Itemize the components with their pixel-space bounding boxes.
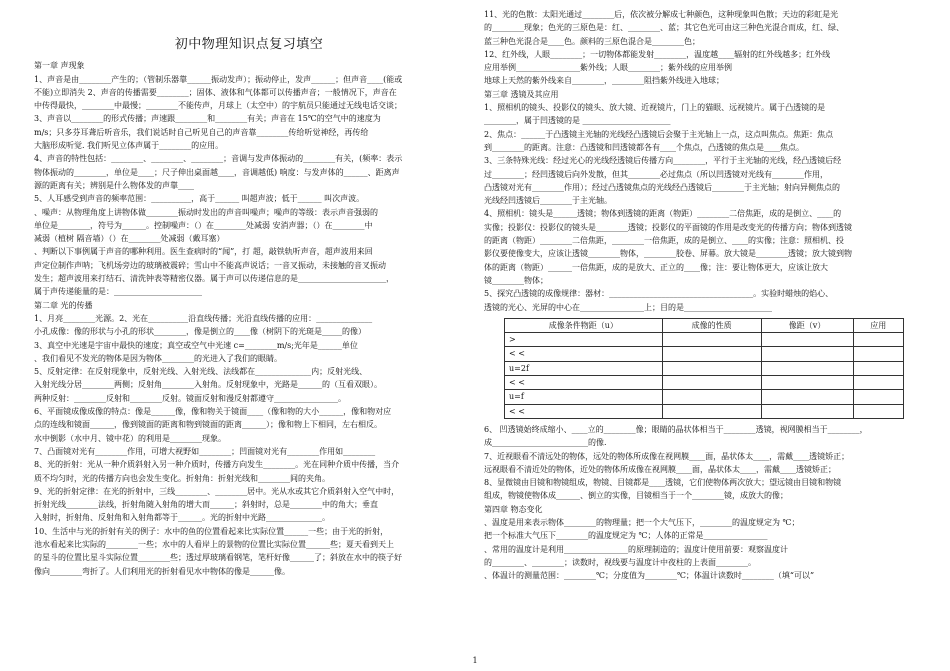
text-line: 3、真空中光速是宇宙中最快的速度；真空或空气中光速 c=________m/s;光年是______单位: [34, 340, 358, 350]
right-column: [484, 8, 918, 582]
table-cell: [662, 376, 761, 390]
text-line: 7、近视眼看不清远处的物体，远处的物体所成像在视网膜____面，晶状体太____，需戴____透镜矫正；: [484, 451, 850, 461]
text-line: 应用举例________________紫外线；人眼________；紫外线的应用举例: [484, 63, 732, 73]
text-line: 不能)立即消失 2、声音的传播需要________；固体、液体和气体都可以传播声音；一般情况下，声音在: [34, 87, 397, 97]
text-line: 凸透镜对光有________作用）；经过凸透镜焦点的光线经凸透镜后________于主光轴；射向异侧焦点的: [484, 182, 840, 192]
text-line: 地球上天然的紫外线来自________，________阻挡紫外线进入地球；: [484, 76, 724, 86]
text-line: 2、焦点：______于凸透镜主光轴的光线经凸透镜后会聚于主光轴上一点，这点叫焦点。焦距：焦点: [484, 129, 834, 139]
table-header-row: [505, 318, 904, 332]
text-line: 物体振动的________，单位是____；尺子伸出桌面越____，音调越低) 响度：与发声体的______、距离声: [34, 167, 400, 177]
text-line: 3、三条特殊光线：经过光心的光线经透镜后传播方向________，平行于主光轴的光线，经凸透镜后经: [484, 156, 842, 166]
text-line: 1、声音是由________产生的；（管制乐器靠______振动发声）；振动停止，发声______；但声音____(能或: [34, 74, 403, 84]
text-line: 体的距离（物距）______一倍焦距，成的是放大、正立的____像；注：要让物体更大，应该让放大: [484, 262, 828, 272]
text-line: 到________的距离。注意：凸透镜和凹透镜都各有____个焦点，凸透镜的焦点是____焦点。: [484, 142, 804, 152]
text-line: 、常用的温度计是利用________________的原理制造的；温度计使用前要：观察温度计: [484, 544, 788, 554]
page-title: 初中物理知识点复习填空: [174, 37, 324, 52]
text-line: 、判断以下事例属于声音的哪种利用。医生查病时的“闻”，打 超，敲铁轨听声音，超声波用来回: [34, 247, 373, 257]
table-cell: [853, 333, 903, 347]
text-line: 小孔成像：像的形状与小孔的形状________，像是倒立的____像（树阴下的光斑是_____的像）: [34, 327, 366, 337]
text-line: 、我们看见不发光的物体是因为物体________的光进入了我们的眼睛。: [34, 353, 282, 363]
table-row: [505, 347, 904, 361]
text-line: 声定位制作声呐；飞机场旁边的玻璃被震碎；雪山中不能高声说话；一音叉振动，未接触的音叉振动: [34, 260, 386, 270]
table-cell: [761, 347, 853, 361]
text-line: 透镜的光心、光屏的中心在________________上；目的是______________________: [484, 302, 772, 312]
text-line: 、温度是用来表示物体________的物理量；把一个大气压下，________的温度规定为 ℃；: [484, 517, 800, 527]
table-header-cell: 应用: [853, 318, 903, 332]
text-line: 折射光线________法线，折射角随入射角的增大而______；斜射时，总是________中的角大；垂直: [34, 500, 378, 510]
table-row: [505, 404, 904, 418]
text-line: 过________；经凹透镜后向外发散，但其________必过焦点（所以凹透镜对光线有________作用，: [484, 169, 828, 179]
table-cell: u=2f: [505, 361, 663, 375]
text-line: 9、光的折射定律：在光的折射中，三线________、________居中。光从水或其它介质斜射入空气中时，: [34, 486, 400, 496]
table-cell: [761, 404, 853, 418]
text-line: 组成，物镜使物体成______、倒立的实像，目镜相当于一个________镜，成放大的像；: [484, 491, 788, 501]
table-cell: [662, 347, 761, 361]
text-line: 把一个标准大气压下________的温度规定为 ℃；人体的正常是________________: [484, 531, 768, 541]
text-line: 6、平面镜成像成像的特点：像是______像，像和物关于镜面____（像和物的大小______，像和物对应: [34, 407, 392, 417]
text-line: 第二章 光的传播: [34, 300, 93, 310]
text-line: 属于声传递能量的是：______________________: [34, 287, 202, 297]
table-cell: [662, 404, 761, 418]
text-line: 的________现象；色光的三原色是：红、________、蓝；其它色光可由这三种色光混合而成，红、绿、: [484, 23, 844, 33]
text-line: 第三章 透镜及其应用: [484, 89, 559, 99]
table-cell: [853, 376, 903, 390]
text-line: 成________________________的像.: [484, 438, 607, 448]
text-line: 实像；投影仪：投影仪的镜头是________透镜；投影仪的平面镜的作用是改变光的传播方向；物体到透镜: [484, 222, 852, 232]
table-cell: < <: [505, 404, 663, 418]
table-cell: [853, 361, 903, 375]
table-cell: [853, 347, 903, 361]
table-row: [505, 361, 904, 375]
text-line: 像向________弯折了。人们利用光的折射看见水中物体的像是______像。: [34, 566, 290, 576]
text-line: 入射时，折射角、反射角和入射角都等于______。光的折射中光路______________。: [34, 513, 330, 523]
text-line: 蓝三种色光混合是____色。颜料的三原色混合是________色；: [484, 36, 700, 46]
text-line: 6、 凹透镜始终成缩小、____立的________像；眼睛的晶状体相当于________透镜，视网膜相当于________，: [484, 424, 868, 434]
table-header-cell: 成像的性质: [662, 318, 761, 332]
text-line: 水中倒影（水中月、镜中花）的利用是________现象。: [34, 433, 226, 443]
text-line: 大脑形成听觉. 我们听见立体声属于________的应用。: [34, 141, 224, 151]
text-line: 、噪声：从物理角度上讲物体做________振动时发出的声音叫噪声；噪声的等级：表示声音强弱的: [34, 207, 378, 217]
table-cell: [662, 390, 761, 404]
text-line: 4、声音的特性包括：________、________、________；音调与发声体振动的________有关，(频率：表示: [34, 154, 403, 164]
text-line: 发生；超声波用来打结石、清洗钟表等精密仪器。属于声可以传递信息的是______________________，: [34, 274, 394, 284]
text-line: 减弱（植树 隔音墙）（）在________处减弱（戴耳塞）: [34, 234, 225, 244]
text-line: 影仪要使像变大，应该让透镜________物体，________胶卷、屏幕。放大镜是________透镜；放大镜到物: [484, 249, 852, 259]
table-cell: [662, 333, 761, 347]
table-cell: < <: [505, 376, 663, 390]
text-line: 1、照相机的镜头、投影仪的镜头、放大镜、近视镜片，门上的猫眼、远视镜片。属于凸透镜的是: [484, 103, 826, 113]
text-line: 1、月亮________光源。2、光在__________沿直线传播；光沿直线传播的应用：______________: [34, 313, 373, 323]
text-line: 的星斗的位置比星斗实际位置________些；透过厚玻璃看钢笔，笔杆好像______了；斜放在水中的筷子好: [34, 553, 402, 563]
text-line: 7、凸面镜对光有________作用，可增大视野如________；凹面镜对光有________作用如________: [34, 446, 376, 456]
table-cell: [761, 376, 853, 390]
table-row: [505, 390, 904, 404]
text-line: 中传得最快，________中最慢；________不能传声，月球上（太空中）的宇航员只能通过无线电话交谈；: [34, 101, 402, 111]
lens-experiment-table: [504, 318, 904, 419]
text-line: 10、生活中与光的折射有关的例子：水中的鱼的位置看起来比实际位置______一些；由于光的折射，: [34, 526, 389, 536]
table-body: [505, 333, 904, 419]
text-line: 5、探究凸透镜的成像规律：器材：____________________________________。实验时蜡烛的焰心、: [484, 289, 834, 299]
table-row: [505, 333, 904, 347]
left-lines: [34, 59, 464, 578]
text-line: 两种反射：________反射和________反射。镜面反射和漫反射都遵守________________。: [34, 393, 346, 403]
text-line: 第四章 物态变化: [484, 504, 543, 514]
page-number: 1: [472, 656, 478, 665]
text-line: 5、反射定律：在反射现象中，反射光线、入射光线、法线都在______________内；反射光线、: [34, 367, 368, 377]
text-line: 入射光线分居________两侧；反射角________入射角。反射现象中，光路是______的（互看双眼）。: [34, 380, 382, 390]
text-line: 池水看起来比实际的________一些；水中的人看岸上的景物的位置比实际位置______些；夏天看到天上: [34, 539, 394, 549]
text-line: 源的距离有关；辨别是什么物体发的声靠____: [34, 180, 194, 190]
table-row: [505, 376, 904, 390]
text-line: 光线经凹透镜后________于主光轴。: [484, 196, 612, 206]
text-line: 3、声音以________的形式传播；声速跟________和________有关；声音在 15℃的空气中的速度为: [34, 114, 381, 124]
text-line: 单位是________，符号为______。控制噪声：（）在________处减弱 安消声器；（）在________中: [34, 220, 373, 230]
text-line: 11、光的色散：太阳光通过________后，依次被分解成七种颜色，这种现象叫色散；天边的彩虹是光: [484, 10, 839, 19]
table-cell: [761, 361, 853, 375]
text-line: 12、红外线，人眼________；一切物体都能发射________，温度越____辐射的红外线越多；红外线: [484, 49, 831, 59]
text-line: 的距离（物距）________二倍焦距，________一倍焦距，成的是倒立、____的实像；注意：照相机、投: [484, 236, 844, 246]
table-cell: >: [505, 333, 663, 347]
text-line: 点的连线和镜面______，像到镜面的距离和物到镜面的距离______）；像和物上下相同，左右相反。: [34, 420, 382, 430]
text-line: 8、显微镜由目镜和物镜组成，物镜、目镜都是____透镜，它们使物体两次放大；望远镜由目镜和物镜: [484, 478, 842, 488]
chapter-heading: 第一章 声现象: [34, 61, 85, 71]
text-line: 、体温计的测量范围：________℃；分度值为________℃；体温计读数时________（填“可以”: [484, 571, 815, 581]
text-line: m/s；只多芬耳聋后听音乐，我们说话时自己听见自己的声音靠________传给听觉神经，再传给: [34, 127, 369, 137]
text-line: 镜________物体；: [484, 275, 548, 285]
table-cell: < <: [505, 347, 663, 361]
right-lines-bottom: [484, 423, 918, 583]
text-line: 远视眼看不清近处的物体，近处的物体所成像在视网膜____面，晶状体太____，需戴____透镜矫正；: [484, 464, 836, 474]
text-line: 的________、________；读数时，视线要与温度计中夜柱的上表面________。: [484, 557, 756, 567]
text-line: 质不均匀时，光的传播方向也会发生变化。折射角：折射光线和________间的夹角。: [34, 473, 330, 483]
table-header-cell: 像距（v）: [761, 318, 853, 332]
table-cell: [662, 361, 761, 375]
table-cell: [761, 390, 853, 404]
right-lines-top: [484, 8, 918, 314]
text-line: 8、光的折射：光从一种介质斜射入另一种介质时，传播方向发生________。光在同种介质中传播，当介: [34, 460, 400, 470]
text-line: ________，属于凹透镜的是 ______________________: [484, 116, 671, 126]
table-cell: [853, 390, 903, 404]
table-cell: [761, 333, 853, 347]
left-column: [34, 8, 464, 578]
text-line: 4、照相机：镜头是______透镜；物体到透镜的距离（物距）________二倍焦距，成的是倒立、____的: [484, 209, 842, 219]
table-cell: [853, 404, 903, 418]
table-cell: u=f: [505, 390, 663, 404]
table-header-cell: 成像条件物距（u）: [505, 318, 663, 332]
text-line: 5、人耳感受到声音的频率范围：__________，高于______ 叫超声波；低于______ 叫次声波。: [34, 194, 365, 204]
